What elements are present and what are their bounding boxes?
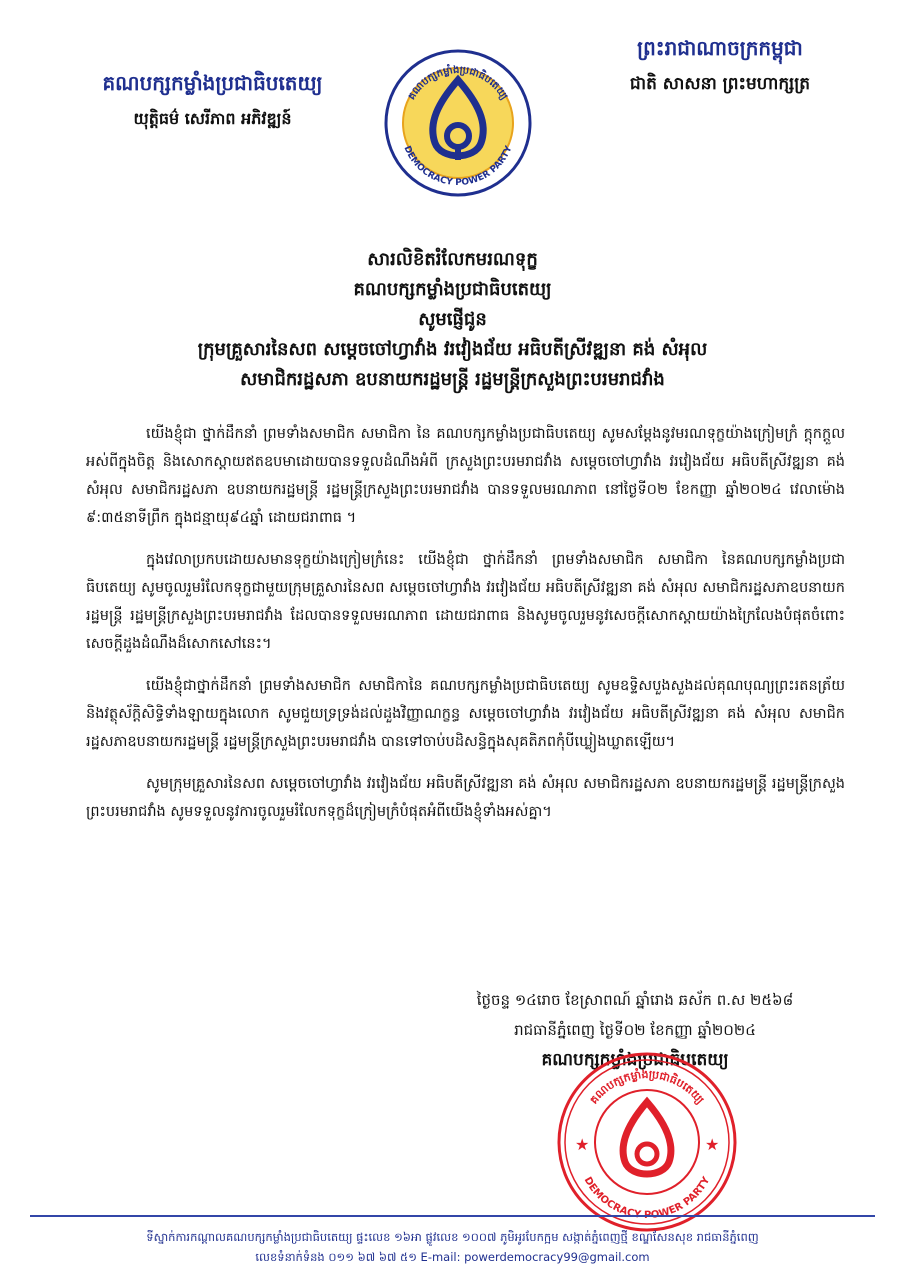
party-motto: យុត្តិធម៌ សេរីភាព អភិវឌ្ឍន៍	[133, 109, 292, 128]
body-paragraph-2: ក្នុងវេលាប្រកបដោយសមានទុក្ខយ៉ាងក្រៀមក្រំនេះ យើងខ្ញុំជា ថ្នាក់ដឹកនាំ ព្រមទាំងសមាជិក សមាជិកា នៃគណបក្សកម្លាំងប្រជាធិបតេយ្យ សូមចូលរួមរំលែកទុក្ខជាមួយក្រុមគ្រួសារនៃសព សម្តេចចៅហ្វាវាំង វរវៀងជ័យ អធិបតីស្រីវឌ្ឍនា គង់ សំអុល សមាជិករដ្ឋសភាឧបនាយករដ្ឋមន្ត្រី រដ្ឋមន្ត្រីក្រសួងព្រះបរមរាជវាំង ដែលបានទទួលមរណភាព ដោយជរាពាធ និងសូមចូលរួមនូវសេចក្តីសោកស្តាយយ៉ាងក្រៃលែងបំផុតចំពោះសេចក្តីដួងដំណឹងដ៏សោកសៅនេះ។	[86, 552, 845, 652]
body-paragraph-4: សូមក្រុមគ្រួសារនៃសព សម្តេចចៅហ្វាវាំង វរវៀងជ័យ អធិបតីស្រីវឌ្ឍនា គង់ សំអុល សមាជិករដ្ឋសភា ឧបនាយករដ្ឋមន្ត្រី រដ្ឋមន្ត្រីក្រសួងព្រះបរមរាជវាំង សូមទទួលនូវការចូលរួមរំលែកទុក្ខដ៏ក្រៀមក្រំបំផុតអំពីយើងខ្ញុំទាំងអស់គ្នា។	[86, 776, 845, 820]
seal-english-text: DEMOCRACY POWER PARTY	[581, 1175, 713, 1222]
title-line-1: សារលិខិតរំលែកមរណទុក្ខ	[367, 249, 538, 270]
seal-star-left-icon: ★	[575, 1135, 590, 1154]
letter-title	[60, 245, 845, 395]
title-line-2: គណបក្សកម្លាំងប្រជាធិបតេយ្យ	[353, 279, 552, 300]
party-seal	[555, 1050, 740, 1235]
letter-footer	[30, 1215, 875, 1267]
seal-star-right-icon: ★	[705, 1135, 720, 1154]
title-line-5: សមាជិករដ្ឋសភា ឧបនាយករដ្ឋមន្ត្រី រដ្ឋមន្ត្រីក្រសួងព្រះបរមរាជវាំង	[240, 369, 665, 390]
kingdom-header	[590, 35, 850, 98]
letter-body	[86, 420, 845, 840]
logo-khmer-text: គណបក្សកម្លាំងប្រជាធិបតេយ្យ	[406, 64, 510, 102]
footer-contact: លេខទំនាក់ទំនង ០១១ ៦៧ ៦៧ ៥១ E-mail: powerdemocracy99@gmail.com	[255, 1250, 650, 1264]
national-motto: ជាតិ សាសនា ព្រះមហាក្សត្រ	[629, 74, 811, 94]
party-logo	[383, 28, 533, 218]
party-header	[80, 70, 345, 132]
body-paragraph-1: យើងខ្ញុំជា ថ្នាក់ដឹកនាំ ព្រមទាំងសមាជិក សមាជិកា នៃ គណបក្សកម្លាំងប្រជាធិបតេយ្យ សូមសម្តែងនូវមរណទុក្ខយ៉ាងក្រៀមក្រំ ក្តុកក្តួលអស់ពីក្នុងចិត្ត និងសោកស្តាយឥតឧបមាដោយបានទទួលដំណឹងអំពី ក្រសួងព្រះបរមរាជវាំង សម្តេចចៅហ្វាវាំង វរវៀងជ័យ អធិបតីស្រីវឌ្ឍនា គង់ សំអុល សមាជិករដ្ឋសភា ឧបនាយករដ្ឋមន្ត្រី រដ្ឋមន្ត្រីក្រសួងព្រះបរមរាជវាំង បានទទួលមរណភាព នៅថ្ងៃទី០២ ខែកញ្ញា ឆ្នាំ២០២៤ វេលាម៉ោង ៩:៣៥នាទីព្រឹក ក្នុងជន្មាយុ៩៤ឆ្នាំ ដោយជរាពាធ ។	[86, 426, 845, 526]
lunar-date: ថ្ងៃចន្ទ ១៤រោច ខែស្រាពណ៍ ឆ្នាំរោង ឆស័ក ព.ស ២៥៦៨	[476, 991, 794, 1009]
party-name: គណបក្សកម្លាំងប្រជាធិបតេយ្យ	[102, 71, 323, 95]
solar-date: រាជធានីភ្នំពេញ ថ្ងៃទី០២ ខែកញ្ញា ឆ្នាំ២០២៤	[514, 1021, 756, 1039]
logo-english-text: DEMOCRACY POWER PARTY	[401, 144, 515, 189]
title-line-3: សូមផ្ញើជូន	[418, 309, 487, 330]
kingdom-name: ព្រះរាជាណាចក្រកម្ពុជា	[637, 36, 803, 60]
signatory: គណបក្សកម្លាំងប្រជាធិបតេយ្យ	[541, 1050, 729, 1070]
seal-khmer-text: គណបក្សកម្លាំងប្រជាធិបតេយ្យ	[587, 1067, 707, 1107]
footer-address: ទីស្នាក់ការកណ្តាលគណបក្សកម្លាំងប្រជាធិបតេយ្យ ផ្ទះលេខ ១៦អា ផ្លូវលេខ ១០០៧ ភូមិអូរបែកក្អម សង្កាត់ភ្នំពេញថ្មី ខណ្ឌសែនសុខ រាជធានីភ្នំពេញ	[146, 1230, 759, 1244]
title-line-4: ក្រុមគ្រួសារនៃសព សម្តេចចៅហ្វាវាំង វរវៀងជ័យ អធិបតីស្រីវឌ្ឍនា គង់ សំអុល	[197, 339, 708, 360]
body-paragraph-3: យើងខ្ញុំជាថ្នាក់ដឹកនាំ ព្រមទាំងសមាជិក សមាជិកានៃ គណបក្សកម្លាំងប្រជាធិបតេយ្យ សូមឧទ្ទិសបួងសួងដល់គុណបុណ្យព្រះរតនត្រ័យ និងវត្ថុស័ក្តិសិទ្ធិទាំងឡាយក្នុងលោក សូមជួយទ្រទ្រង់ដល់ដួងវិញ្ញាណក្ខន្ធ សម្តេចចៅហ្វាវាំង វរវៀងជ័យ អធិបតីស្រីវឌ្ឍនា គង់ សំអុល សមាជិករដ្ឋសភាឧបនាយករដ្ឋមន្ត្រី រដ្ឋមន្ត្រីក្រសួងព្រះបរមរាជវាំង បានទៅចាប់បដិសន្ធិក្នុងសុគតិភពកុំបីឃ្លៀងឃ្លាតឡើយ។	[86, 678, 845, 750]
